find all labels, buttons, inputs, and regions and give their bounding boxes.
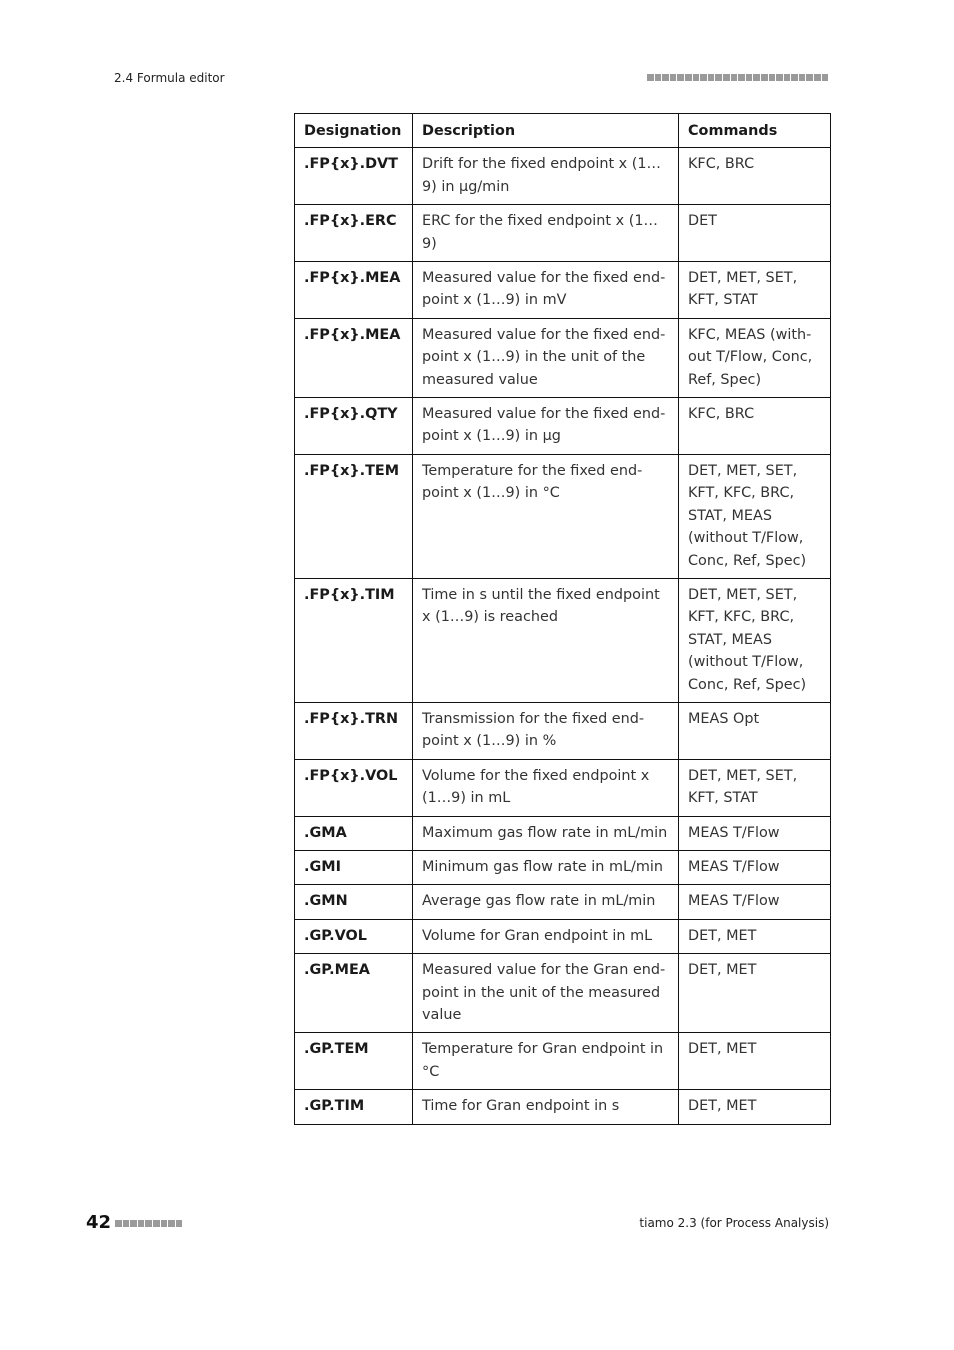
table-row xyxy=(295,702,831,759)
commands-cell: DET, MET, SET, KFT, KFC, BRC, STAT, MEAS (without T/Flow, Conc, Ref, Spec) xyxy=(679,454,831,578)
designation-cell: .GP.VOL xyxy=(295,919,413,953)
description-cell: Measured value for the fixed end-point x (1…9) in µg xyxy=(413,398,679,455)
decorative-dot xyxy=(806,74,813,81)
table-row xyxy=(295,850,831,884)
decorative-dot xyxy=(685,74,692,81)
description-cell: Measured value for the Gran end-point in the unit of the measured value xyxy=(413,954,679,1033)
decorative-dot xyxy=(708,74,715,81)
decorative-dot xyxy=(693,74,700,81)
decorative-dot xyxy=(776,74,783,81)
table-row xyxy=(295,1090,831,1124)
description-cell: ERC for the fixed endpoint x (1…9) xyxy=(413,205,679,262)
table-row xyxy=(295,205,831,262)
table-row xyxy=(295,318,831,397)
commands-cell: DET, MET, SET, KFT, STAT xyxy=(679,262,831,319)
commands-cell: KFC, BRC xyxy=(679,398,831,455)
table-row xyxy=(295,816,831,850)
description-cell: Measured value for the fixed end-point x (1…9) in mV xyxy=(413,262,679,319)
decorative-dot xyxy=(769,74,776,81)
decorative-dot xyxy=(655,74,662,81)
designation-cell: .GP.MEA xyxy=(295,954,413,1033)
product-name: tiamo 2.3 (for Process Analysis) xyxy=(639,1216,829,1230)
decorative-dot xyxy=(715,74,722,81)
decorative-dot xyxy=(115,1220,122,1227)
designation-cell: .FP{x}.ERC xyxy=(295,205,413,262)
commands-cell: DET, MET xyxy=(679,919,831,953)
description-cell: Transmission for the fixed end-point x (1…9) in % xyxy=(413,702,679,759)
designation-cell: .FP{x}.TRN xyxy=(295,702,413,759)
description-cell: Average gas flow rate in mL/min xyxy=(413,885,679,919)
decorative-dot xyxy=(138,1220,145,1227)
decorative-dot xyxy=(822,74,829,81)
commands-cell: MEAS Opt xyxy=(679,702,831,759)
column-header-commands: Commands xyxy=(679,114,831,148)
description-cell: Maximum gas flow rate in mL/min xyxy=(413,816,679,850)
decorative-dot xyxy=(761,74,768,81)
table-row xyxy=(295,578,831,702)
decorative-dot xyxy=(700,74,707,81)
commands-cell: KFC, MEAS (with-out T/Flow, Conc, Ref, Spec) xyxy=(679,318,831,397)
decorative-dot xyxy=(723,74,730,81)
decorative-dot xyxy=(677,74,684,81)
decorative-dot xyxy=(731,74,738,81)
commands-cell: DET, MET xyxy=(679,954,831,1033)
description-cell: Drift for the fixed endpoint x (1…9) in µg/min xyxy=(413,148,679,205)
commands-cell: MEAS T/Flow xyxy=(679,850,831,884)
decorative-dot xyxy=(176,1220,183,1227)
decorative-dot xyxy=(647,74,654,81)
decorative-dot xyxy=(168,1220,175,1227)
description-cell: Volume for the fixed endpoint x (1…9) in mL xyxy=(413,759,679,816)
designation-cell: .GMI xyxy=(295,850,413,884)
commands-cell: KFC, BRC xyxy=(679,148,831,205)
decorative-dot xyxy=(814,74,821,81)
designation-cell: .FP{x}.DVT xyxy=(295,148,413,205)
table-row xyxy=(295,885,831,919)
description-cell: Time in s until the fixed endpoint x (1…9) is reached xyxy=(413,578,679,702)
page-number: 42 xyxy=(86,1212,112,1233)
designation-cell: .FP{x}.MEA xyxy=(295,318,413,397)
running-header-section: 2.4 Formula editor xyxy=(114,71,225,85)
commands-cell: MEAS T/Flow xyxy=(679,816,831,850)
description-cell: Temperature for the fixed end-point x (1…9) in °C xyxy=(413,454,679,578)
commands-cell: DET, MET xyxy=(679,1090,831,1124)
designation-cell: .FP{x}.TIM xyxy=(295,578,413,702)
decorative-dot xyxy=(753,74,760,81)
table-row xyxy=(295,919,831,953)
table-row xyxy=(295,954,831,1033)
commands-cell: MEAS T/Flow xyxy=(679,885,831,919)
table-header-row xyxy=(295,114,831,148)
designation-cell: .GP.TEM xyxy=(295,1033,413,1090)
table-row xyxy=(295,1033,831,1090)
column-header-description: Description xyxy=(413,114,679,148)
commands-cell: DET, MET, SET, KFT, STAT xyxy=(679,759,831,816)
decorative-dot xyxy=(670,74,677,81)
designation-cell: .FP{x}.MEA xyxy=(295,262,413,319)
decorative-dot xyxy=(784,74,791,81)
description-cell: Time for Gran endpoint in s xyxy=(413,1090,679,1124)
decorative-dot xyxy=(153,1220,160,1227)
designation-cell: .FP{x}.TEM xyxy=(295,454,413,578)
commands-cell: DET, MET xyxy=(679,1033,831,1090)
footer-decorative-dots xyxy=(115,1220,182,1227)
designation-cell: .FP{x}.QTY xyxy=(295,398,413,455)
decorative-dot xyxy=(791,74,798,81)
decorative-dot xyxy=(746,74,753,81)
decorative-dot xyxy=(123,1220,130,1227)
commands-cell: DET, MET, SET, KFT, KFC, BRC, STAT, MEAS (without T/Flow, Conc, Ref, Spec) xyxy=(679,578,831,702)
table-body xyxy=(295,148,831,1124)
decorative-dot xyxy=(130,1220,137,1227)
table-row xyxy=(295,262,831,319)
table-row xyxy=(295,148,831,205)
commands-cell: DET xyxy=(679,205,831,262)
designation-cell: .GMA xyxy=(295,816,413,850)
decorative-dot xyxy=(145,1220,152,1227)
column-header-designation: Designation xyxy=(295,114,413,148)
decorative-dot xyxy=(662,74,669,81)
decorative-dot xyxy=(799,74,806,81)
designation-cell: .FP{x}.VOL xyxy=(295,759,413,816)
description-cell: Temperature for Gran endpoint in °C xyxy=(413,1033,679,1090)
description-cell: Minimum gas flow rate in mL/min xyxy=(413,850,679,884)
description-cell: Measured value for the fixed end-point x (1…9) in the unit of the measured value xyxy=(413,318,679,397)
decorative-dot xyxy=(738,74,745,81)
description-cell: Volume for Gran endpoint in mL xyxy=(413,919,679,953)
designation-cell: .GP.TIM xyxy=(295,1090,413,1124)
table-row xyxy=(295,398,831,455)
header-decorative-dots xyxy=(647,74,828,81)
formula-variables-table xyxy=(294,113,831,1125)
table-row xyxy=(295,759,831,816)
table-row xyxy=(295,454,831,578)
decorative-dot xyxy=(161,1220,168,1227)
designation-cell: .GMN xyxy=(295,885,413,919)
